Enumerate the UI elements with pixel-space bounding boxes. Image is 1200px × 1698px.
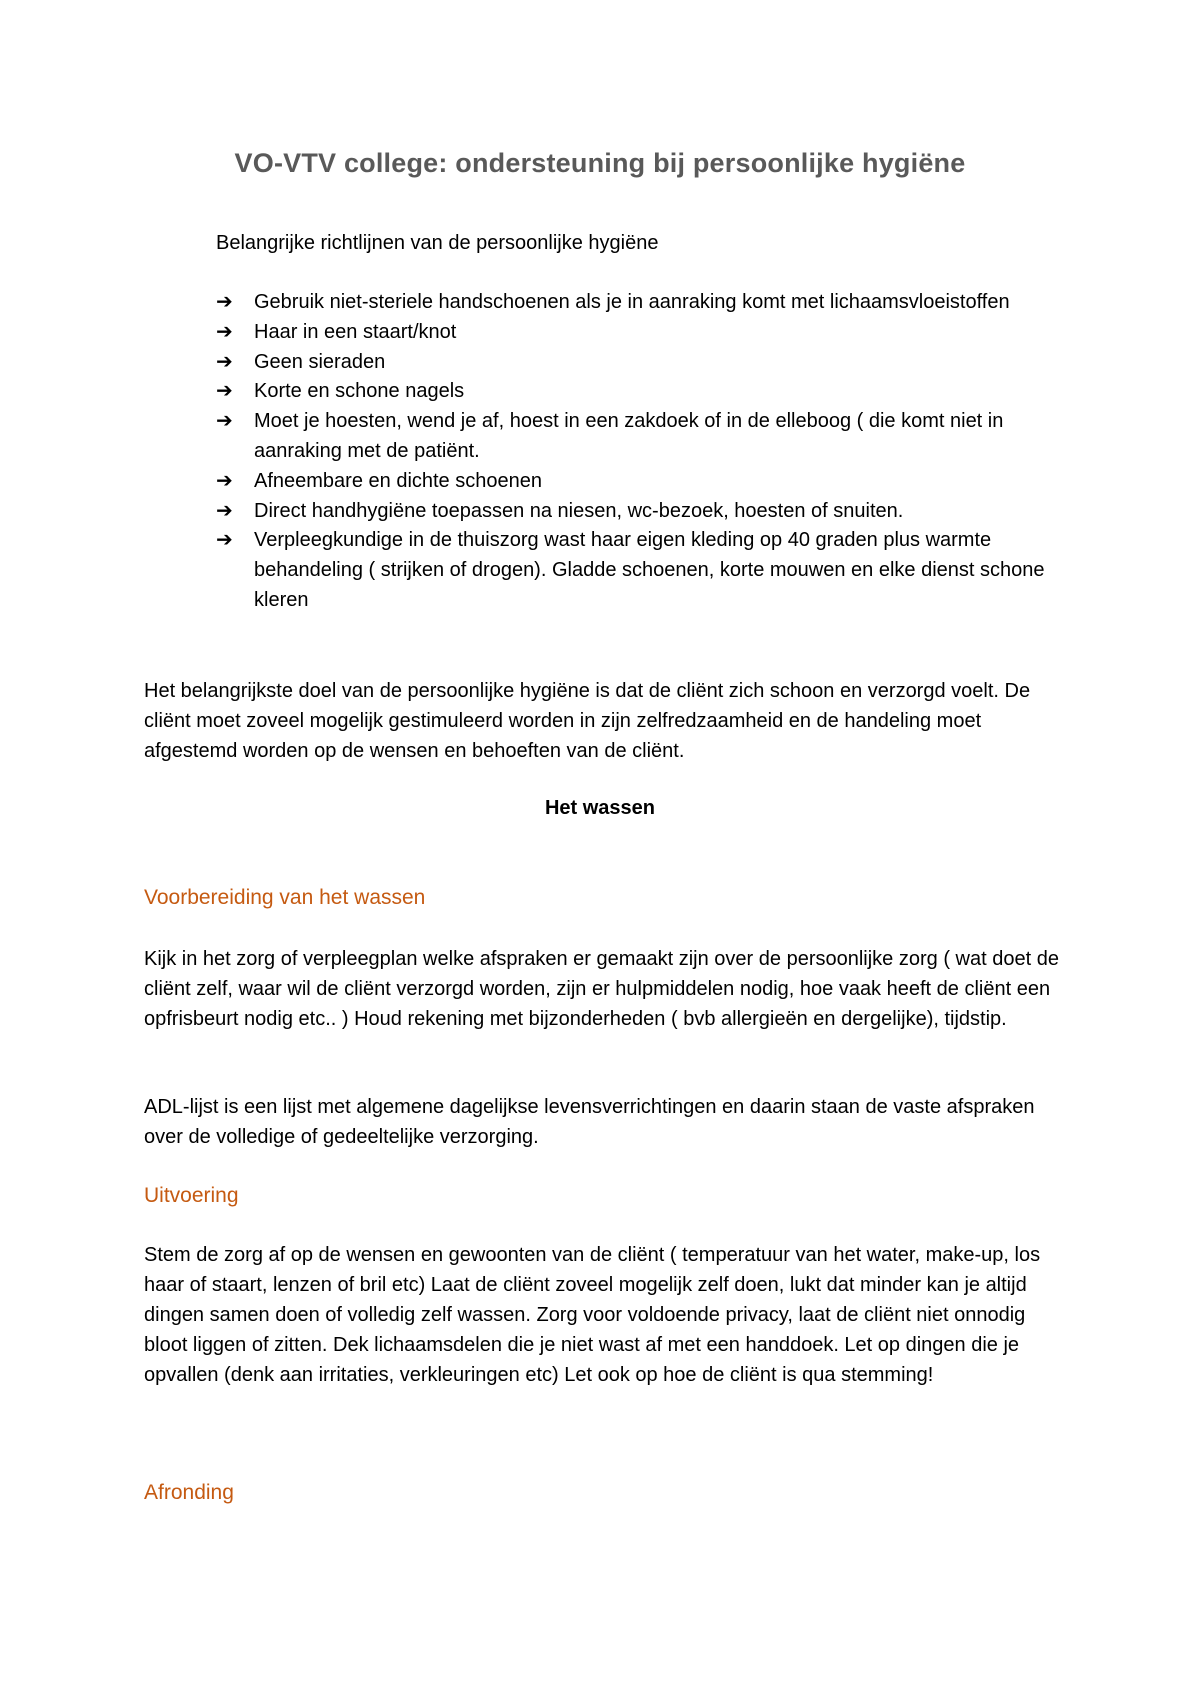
- list-item: [216, 288, 1076, 318]
- arrow-icon: ➔: [216, 529, 233, 552]
- list-item-text: Direct handhygiëne toepassen na niesen, wc-bezoek, hoesten of snuiten.: [254, 499, 904, 522]
- arrow-icon: ➔: [216, 410, 233, 433]
- list-item-text: Haar in een staart/knot: [254, 320, 457, 343]
- guideline-list: [216, 288, 1076, 616]
- completion-heading: Afronding: [144, 1481, 234, 1504]
- list-item-text: Gebruik niet-steriele handschoenen als je in aanraking komt met lichaamsvloeistoffen: [254, 291, 1010, 313]
- list-item: [216, 318, 1076, 348]
- list-item: [216, 497, 1076, 527]
- list-item-text: Korte en schone nagels: [254, 380, 465, 403]
- execution-heading: Uitvoering: [144, 1184, 239, 1207]
- preparation-heading: Voorbereiding van het wassen: [144, 886, 426, 909]
- list-item: [216, 467, 1076, 497]
- list-item-text: Moet je hoesten, wend je af, hoest in een zakdoek of in de elleboog ( die komt niet in aanraking met de patiënt.: [254, 410, 1004, 462]
- execution-paragraph: Stem de zorg af op de wensen en gewoonten van de cliënt ( temperatuur van het water, make-up, los haar of staart, lenzen of bril etc) Laat de cliënt zoveel mogelijk zelf doen, lukt dat minder kan je altijd dingen samen doen of volledig zelf wassen. Zorg voor voldoende privacy, laat de cliënt niet onnodig bloot liggen of zitten. Dek lichaamsdelen die je niet wast af met een handdoek. Let op dingen die je opvallen (denk aan irritaties, verkleuringen etc) Let ook op hoe de cliënt is qua stemming!: [144, 1244, 1041, 1386]
- arrow-icon: ➔: [216, 350, 233, 373]
- list-item-text: Geen sieraden: [254, 350, 386, 373]
- arrow-icon: ➔: [216, 469, 233, 492]
- intro-line: Belangrijke richtlijnen van de persoonlijke hygiëne: [216, 232, 659, 254]
- adl-paragraph: ADL-lijst is een lijst met algemene dagelijkse levensverrichtingen en daarin staan de vaste afspraken over de volledige of gedeeltelijke verzorging.: [144, 1096, 1035, 1148]
- arrow-icon: ➔: [216, 320, 233, 343]
- page-title: VO-VTV college: ondersteuning bij persoonlijke hygiëne: [234, 148, 966, 178]
- list-item: [216, 407, 1076, 467]
- list-item: [216, 348, 1076, 378]
- list-item-text: Verpleegkundige in de thuiszorg wast haar eigen kleding op 40 graden plus warmte behandeling ( strijken of drogen). Gladde schoenen, korte mouwen en elke dienst schone kleren: [254, 529, 1045, 611]
- goal-paragraph: Het belangrijkste doel van de persoonlijke hygiëne is dat de cliënt zich schoon en verzorgd voelt. De cliënt moet zoveel mogelijk gestimuleerd worden in zijn zelfredzaamheid en de handeling moet afgestemd worden op de wensen en behoeften van de cliënt.: [144, 680, 1031, 762]
- list-item-text: Afneembare en dichte schoenen: [254, 469, 542, 492]
- arrow-icon: ➔: [216, 380, 233, 403]
- section-title: Het wassen: [544, 797, 656, 819]
- arrow-icon: ➔: [216, 291, 233, 313]
- preparation-paragraph: Kijk in het zorg of verpleegplan welke afspraken er gemaakt zijn over de persoonlijke zorg ( wat doet de cliënt zelf, waar wil de cliënt verzorgd worden, zijn er hulpmiddelen nodig, hoe vaak heeft de cliënt een opfrisbeurt nodig etc.. ) Houd rekening met bijzonderheden ( bvb allergieën en dergelijke), tijdstip.: [144, 948, 1059, 1030]
- list-item: [216, 377, 1076, 407]
- list-item: [216, 526, 1076, 615]
- arrow-icon: ➔: [216, 499, 233, 522]
